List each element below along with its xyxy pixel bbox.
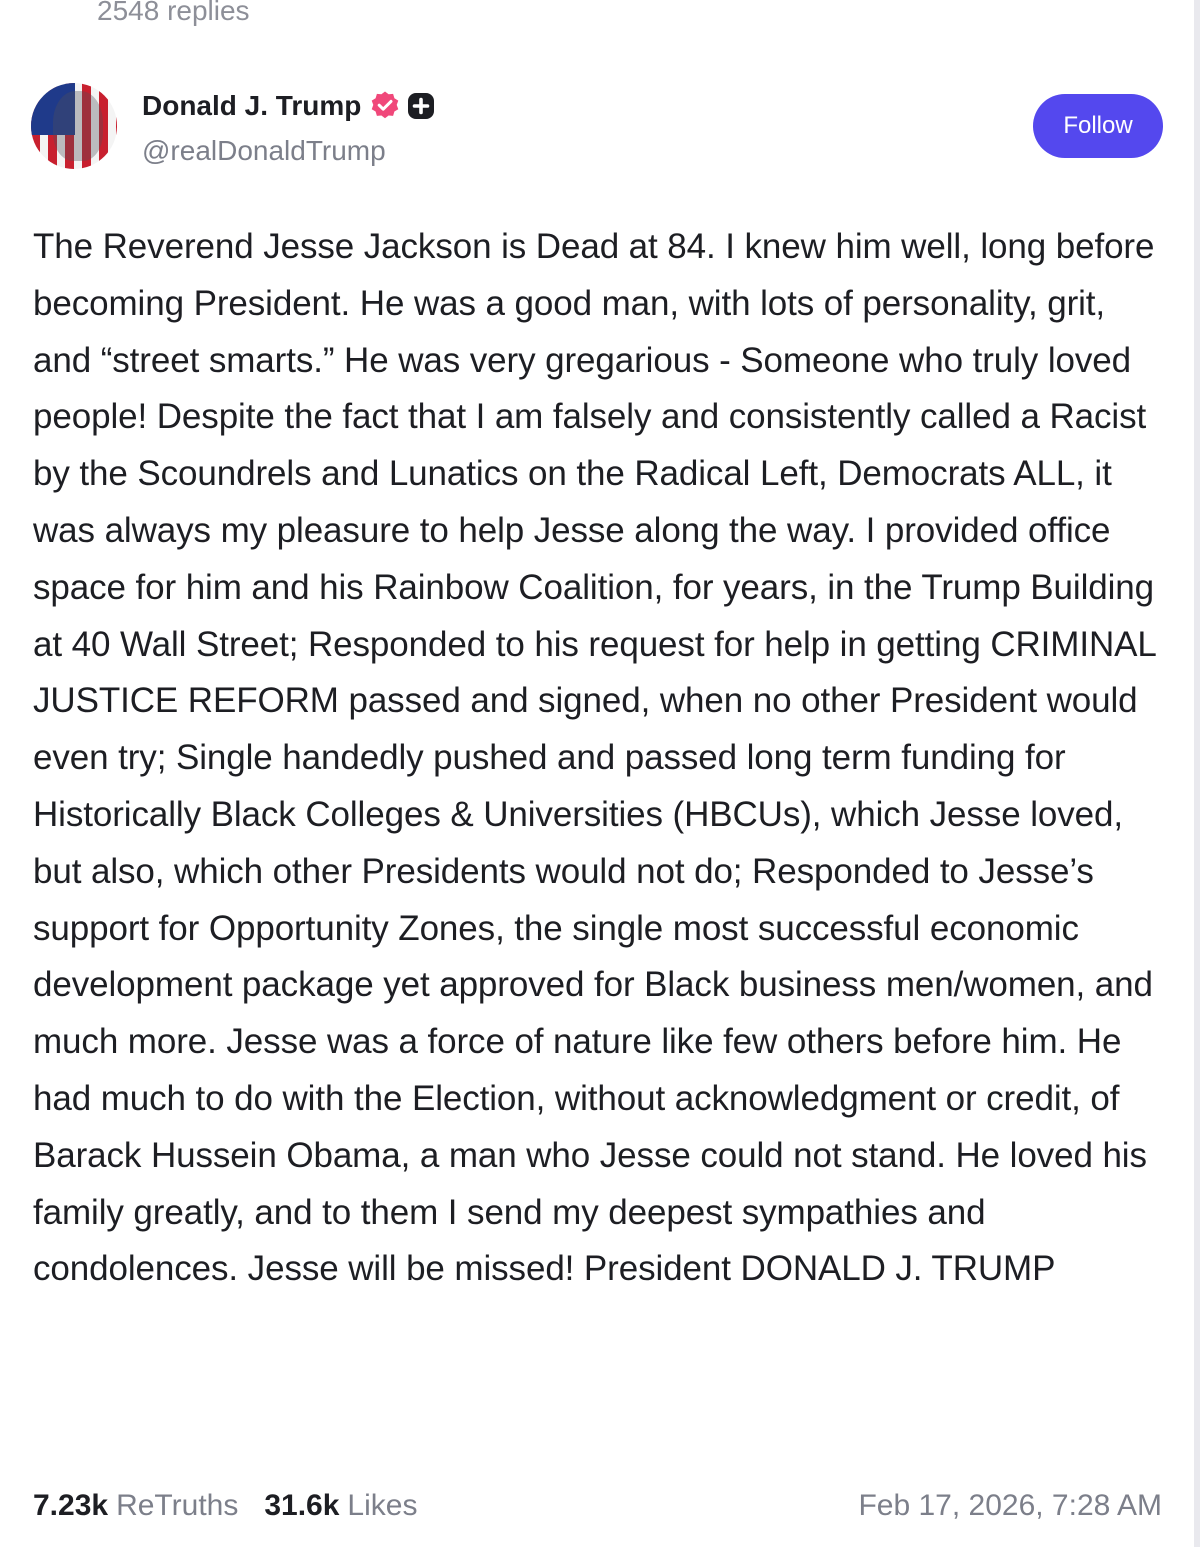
- likes-count[interactable]: 31.6k: [264, 1489, 340, 1522]
- avatar-face: [53, 91, 103, 161]
- avatar[interactable]: [31, 83, 117, 169]
- retruths-label[interactable]: ReTruths: [116, 1489, 239, 1522]
- post-body: The Reverend Jesse Jackson is Dead at 84. I knew him well, long before becoming President. He was a good man, with lots of personality, grit, and “street smarts.” He was very gregarious - Someone who truly loved people! Despite the fact that I am falsely and consistently called a Racist by the Scoundrels and Lunatics on the Radical Left, Democrats ALL, it was always my pleasure to help Jesse along the way. I provided office space for him and his Rainbow Coalition, for years, in the Trump Building at 40 Wall Street; Responded to his request for help in getting CRIMINAL JUSTICE REFORM passed and signed, when no other President would even try; Single handedly pushed and passed long term funding for Historically Black Colleges & Universities (HBCUs), which Jesse loved, but also, which other Presidents would not do; Responded to Jesse’s support for Opportunity Zones, the single most successful economic development package yet approved for Black business men/women, and much more. Jesse was a force of nature like few others before him. He had much to do with the Election, without acknowledgment or credit, of Barack Hussein Obama, a man who Jesse could not stand. He loved his family greatly, and to them I send my deepest sympathies and condolences. Jesse will be missed! President DONALD J. TRUMP: [33, 227, 1156, 1289]
- likes-label[interactable]: Likes: [347, 1489, 418, 1522]
- follow-button[interactable]: Follow: [1033, 94, 1163, 158]
- post-stats: [33, 1486, 417, 1526]
- verified-badge-icon: [369, 90, 401, 122]
- post-timestamp[interactable]: Feb 17, 2026, 7:28 AM: [858, 1489, 1162, 1522]
- author-name[interactable]: Donald J. Trump: [142, 90, 362, 121]
- retruths-count[interactable]: 7.23k: [33, 1489, 109, 1522]
- plus-badge-icon: [407, 92, 435, 120]
- author-line: [142, 88, 435, 124]
- replies-count[interactable]: 2548 replies: [97, 0, 250, 26]
- scrollbar-track: [1194, 0, 1200, 1547]
- author-handle[interactable]: @realDonaldTrump: [142, 135, 386, 166]
